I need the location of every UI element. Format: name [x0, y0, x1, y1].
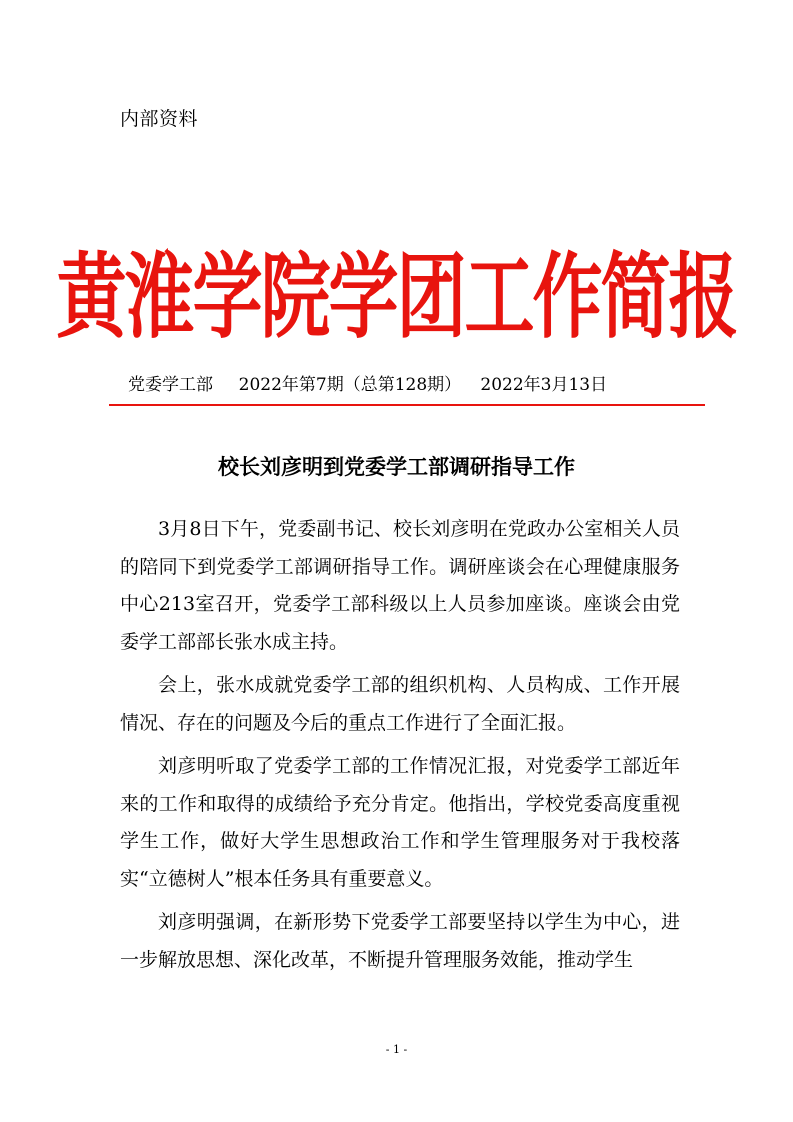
classification-label: 内部资料	[120, 108, 199, 130]
page-number: - 1 -	[385, 1043, 408, 1056]
paragraph: 3月8日下午，党委副书记、校长刘彦明在党政办公室相关人员的陪同下到党委学工部调研指导工作。调研座谈会在心理健康服务中心213室召开，党委学工部科级以上人员参加座谈。座谈会由党委学工部部长张水成主持。	[120, 518, 680, 653]
paragraph: 会上，张水成就党委学工部的组织机构、人员构成、工作开展情况、存在的问题及今后的重点工作进行了全面汇报。	[120, 674, 680, 734]
issue-line	[128, 370, 607, 395]
paragraph: 刘彦明强调，在新形势下党委学工部要坚持以学生为中心，进一步解放思想、深化改革，不断提升管理服务效能，推动学生	[120, 911, 680, 971]
issue-department: 党委学工部	[128, 375, 213, 395]
masthead-divider	[109, 404, 705, 406]
issue-number: 2022年第7期（总第128期）	[238, 375, 462, 395]
article-body	[120, 511, 680, 985]
masthead-title: 黄淮学院学团工作简报	[56, 241, 737, 352]
paragraph: 刘彦明听取了党委学工部的工作情况汇报，对党委学工部近年来的工作和取得的成绩给予充分肯定。他指出，学校党委高度重视学生工作，做好大学生思想政治工作和学生管理服务对于我校落实“立德树人”根本任务具有重要意义。	[120, 755, 680, 890]
article-title: 校长刘彦明到党委学工部调研指导工作	[218, 455, 575, 479]
issue-date: 2022年3月13日	[480, 375, 608, 395]
